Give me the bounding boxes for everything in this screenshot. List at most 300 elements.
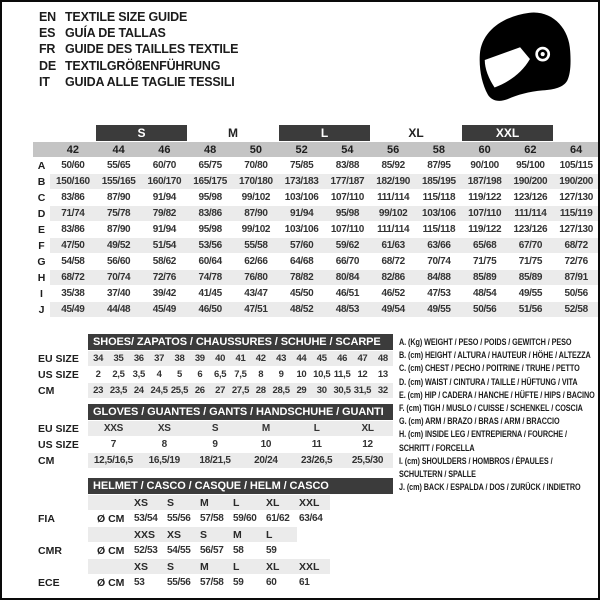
size-value-cell: 127/130 bbox=[559, 192, 593, 203]
size-row bbox=[33, 351, 393, 366]
size-value-cell: XL bbox=[342, 421, 393, 436]
size-value-cell: 4 bbox=[156, 369, 162, 380]
size-value-cell: 49/55 bbox=[518, 288, 543, 299]
helmet-value-cell: 56/57 bbox=[200, 545, 224, 556]
size-value-cell: 40 bbox=[210, 351, 230, 366]
size-value-cell: 83/86 bbox=[61, 192, 85, 203]
size-value-cell: 103/106 bbox=[416, 206, 462, 221]
helmet-value-cell: 55/56 bbox=[167, 577, 191, 588]
size-value-cell: 170/180 bbox=[233, 174, 279, 189]
size-value-cell: 50/56 bbox=[564, 288, 588, 299]
size-value-cell: 50/60 bbox=[61, 160, 85, 171]
size-value-cell: 72/76 bbox=[564, 256, 588, 267]
measurement-row bbox=[33, 238, 599, 253]
size-value-cell: 64/68 bbox=[290, 256, 314, 267]
size-value-cell: 48/53 bbox=[325, 302, 371, 317]
blank-cell bbox=[33, 495, 88, 510]
helmet-value-cell: 52/53 bbox=[134, 545, 158, 556]
size-value-cell: 45/50 bbox=[290, 288, 314, 299]
size-value-cell: 39/42 bbox=[152, 288, 177, 299]
size-value-cell: 9 bbox=[278, 369, 284, 380]
gloves-table-body bbox=[33, 404, 393, 468]
size-value-cell: 107/110 bbox=[330, 192, 364, 203]
language-title: GUIDA ALLE TAGLIE TESSILI bbox=[65, 74, 235, 89]
helmet-value-cell bbox=[297, 543, 330, 558]
measure-row-label: E bbox=[37, 223, 45, 236]
size-value-cell: 46/51 bbox=[335, 288, 360, 299]
size-value-cell: 105/115 bbox=[559, 160, 593, 171]
size-value-cell: 85/92 bbox=[381, 160, 405, 171]
size-value-cell: 25,5 bbox=[170, 385, 189, 396]
size-value-cell: 23,5 bbox=[109, 385, 128, 396]
size-value-cell: 70/74 bbox=[427, 256, 451, 267]
size-value-cell: 115/119 bbox=[553, 206, 599, 221]
language-code: IT bbox=[39, 74, 50, 89]
size-value-cell: 10,5 bbox=[313, 369, 331, 380]
size-value-cell: 46/50 bbox=[187, 302, 233, 317]
measure-row-label: G bbox=[37, 255, 46, 268]
title-blank-cell bbox=[33, 478, 88, 494]
helmet-value-cell: 63/64 bbox=[299, 513, 323, 524]
measurement-row bbox=[33, 302, 599, 317]
helmet-size-header: S bbox=[165, 559, 198, 574]
size-value-cell: 39 bbox=[190, 351, 210, 366]
size-value-cell: 127/130 bbox=[559, 224, 593, 235]
size-value-cell: 190/200 bbox=[553, 174, 599, 189]
size-value-cell: 53/56 bbox=[187, 238, 233, 253]
size-value-cell: 177/187 bbox=[325, 174, 371, 189]
size-value-cell: 115/118 bbox=[422, 224, 456, 235]
size-value-cell: 65/75 bbox=[198, 160, 222, 171]
size-value-cell: 18/21,5 bbox=[190, 453, 241, 468]
diameter-unit-label: Ø CM bbox=[97, 576, 125, 589]
size-value-cell: 11 bbox=[311, 439, 322, 450]
legend-item: H. (cm) INSIDE LEG / ENTREPIERNA / FOURCHE / bbox=[399, 429, 567, 440]
language-title-list bbox=[39, 9, 238, 90]
size-value-cell: 30,5 bbox=[333, 385, 351, 396]
size-value-cell: 24,5 bbox=[150, 385, 168, 396]
blank-unit-cell bbox=[88, 495, 132, 510]
helmet-value-cell: 59 bbox=[266, 545, 277, 556]
edge-cell bbox=[553, 125, 599, 141]
measurement-row bbox=[33, 286, 599, 301]
size-value-cell: 49/52 bbox=[96, 238, 142, 253]
helmet-value-cell: 53 bbox=[134, 577, 145, 588]
size-value-cell: 48/54 bbox=[473, 288, 497, 299]
legend-item: E. (cm) HIP / CADERA / HANCHE / HÜFTE / HIPS / BACINO bbox=[399, 389, 595, 400]
size-value-cell: 75/78 bbox=[96, 206, 142, 221]
size-value-cell: 83/86 bbox=[61, 224, 85, 235]
size-value-cell: 123/126 bbox=[513, 224, 548, 235]
helmet-value-cell: 57/58 bbox=[200, 577, 224, 588]
language-row bbox=[39, 9, 238, 25]
measure-row-label: C bbox=[37, 191, 46, 204]
filler-cell bbox=[330, 575, 393, 590]
size-value-cell: 41/45 bbox=[198, 288, 222, 299]
size-column-header: 48 bbox=[187, 142, 233, 157]
size-value-cell: 23/26,5 bbox=[291, 453, 342, 468]
size-value-cell: 49/55 bbox=[416, 302, 462, 317]
helmet-size-header: M bbox=[231, 527, 264, 542]
size-value-cell: 71/75 bbox=[518, 256, 543, 267]
size-group-header: XL bbox=[408, 126, 424, 140]
size-value-cell: 111/114 bbox=[377, 224, 410, 235]
legend-item: B. (cm) HEIGHT / ALTURA / HAUTEUR / HÖHE / ALTEZZA bbox=[399, 350, 591, 361]
size-value-cell: 67/70 bbox=[508, 238, 554, 253]
size-column-header: 42 bbox=[50, 142, 96, 157]
size-value-cell: 78/82 bbox=[279, 270, 325, 285]
size-value-cell: 49/54 bbox=[370, 302, 416, 317]
language-title: GUIDE DES TAILLES TEXTILE bbox=[65, 42, 239, 57]
size-value-cell: 95/98 bbox=[198, 192, 222, 203]
helmet-value-cell: 59/60 bbox=[233, 513, 257, 524]
size-value-cell: 87/91 bbox=[553, 270, 599, 285]
legend-item: I. (cm) SHOULDERS / HOMBROS / ÉPAULES / bbox=[399, 455, 553, 466]
size-value-cell: S bbox=[190, 421, 241, 436]
size-value-cell: 6,5 bbox=[213, 369, 227, 380]
size-value-cell: 8 bbox=[161, 439, 167, 450]
size-value-cell: 8 bbox=[258, 369, 264, 380]
row-label: US SIZE bbox=[38, 368, 79, 381]
helmet-value-row bbox=[33, 543, 393, 558]
size-value-cell: 119/122 bbox=[468, 192, 502, 203]
size-value-cell: 62/66 bbox=[244, 256, 268, 267]
size-column-header: 44 bbox=[96, 142, 142, 157]
helmet-size-row bbox=[33, 559, 393, 574]
size-value-cell: 47/53 bbox=[427, 288, 451, 299]
size-value-cell: 99/102 bbox=[370, 206, 416, 221]
size-value-cell: 91/94 bbox=[152, 224, 177, 235]
size-value-cell: 91/94 bbox=[152, 192, 177, 203]
size-value-cell: 173/183 bbox=[279, 174, 325, 189]
size-value-cell: XS bbox=[139, 421, 190, 436]
size-value-cell: 55/58 bbox=[233, 238, 279, 253]
size-value-cell: 44/48 bbox=[96, 302, 142, 317]
size-value-cell: 16,5/19 bbox=[139, 453, 190, 468]
title-row bbox=[33, 404, 393, 420]
size-value-cell: 31,5 bbox=[353, 385, 372, 396]
size-value-cell: 56/60 bbox=[106, 256, 131, 267]
size-column-header: 52 bbox=[279, 142, 325, 157]
size-value-cell: 68/72 bbox=[50, 270, 96, 285]
row-label: EU SIZE bbox=[38, 352, 79, 365]
legend-item: J. (cm) BACK / ESPALDA / DOS / ZURÜCK / INDIETRO bbox=[399, 482, 581, 493]
measurement-row bbox=[33, 174, 599, 189]
size-value-cell: 2 bbox=[95, 369, 101, 380]
size-value-cell: 111/114 bbox=[377, 192, 410, 203]
diameter-unit-label: Ø CM bbox=[97, 544, 125, 557]
size-value-cell: 25,5/30 bbox=[342, 453, 393, 468]
gloves-title: GLOVES / GUANTES / GANTS / HANDSCHUHE / GUANTI bbox=[88, 404, 393, 420]
helmet-size-header: XS bbox=[132, 495, 165, 510]
size-value-cell: 26 bbox=[190, 383, 210, 398]
size-value-cell: 3,5 bbox=[132, 369, 145, 380]
helmet-value-row bbox=[33, 575, 393, 590]
blank-unit-cell bbox=[88, 559, 132, 574]
size-value-cell: 83/86 bbox=[187, 206, 233, 221]
helmet-size-header: S bbox=[165, 495, 198, 510]
size-value-cell: 187/198 bbox=[462, 174, 508, 189]
size-value-cell: 60/64 bbox=[198, 256, 222, 267]
size-value-cell: 82/86 bbox=[370, 270, 416, 285]
size-value-cell: 12,5/16,5 bbox=[88, 453, 139, 468]
size-value-cell: 41 bbox=[230, 351, 250, 366]
helmet-size-header: M bbox=[198, 559, 231, 574]
size-value-cell: 10 bbox=[296, 369, 307, 380]
helmet-value-cell: 55/56 bbox=[167, 513, 191, 524]
measurement-legend bbox=[399, 336, 599, 494]
filler-cell bbox=[330, 527, 393, 542]
size-value-cell: 74/78 bbox=[187, 270, 233, 285]
size-value-cell: 90/100 bbox=[470, 160, 499, 171]
language-title: TEXTILE SIZE GUIDE bbox=[65, 10, 188, 24]
size-value-cell: 68/72 bbox=[553, 238, 599, 253]
size-value-cell: 32 bbox=[373, 383, 393, 398]
size-value-cell: 46 bbox=[332, 351, 352, 366]
helmet-value-cell: 60 bbox=[266, 577, 277, 588]
size-value-cell: 107/110 bbox=[330, 224, 364, 235]
size-value-cell: 10 bbox=[260, 439, 272, 450]
measure-row-label: H bbox=[37, 271, 46, 284]
helmet-size-header bbox=[297, 527, 330, 542]
size-value-cell: 95/100 bbox=[516, 160, 545, 171]
title-row bbox=[33, 334, 393, 350]
size-value-cell: 35/38 bbox=[61, 288, 85, 299]
size-value-cell: 37/40 bbox=[106, 288, 131, 299]
size-value-cell: 165/175 bbox=[187, 174, 233, 189]
language-title: GUÍA DE TALLAS bbox=[65, 26, 166, 41]
size-value-cell: 63/66 bbox=[416, 238, 462, 253]
shoes-table-body bbox=[33, 334, 393, 398]
helmet-size-header: L bbox=[231, 559, 264, 574]
size-value-cell: 66/70 bbox=[335, 256, 360, 267]
helmet-size-header: L bbox=[264, 527, 297, 542]
size-value-cell: 71/75 bbox=[473, 256, 497, 267]
size-value-cell: 79/82 bbox=[142, 206, 188, 221]
size-value-cell: 103/106 bbox=[284, 224, 319, 235]
shoes-title: SHOES/ ZAPATOS / CHAUSSURES / SCHUHE / SCARPE bbox=[88, 334, 393, 350]
size-row bbox=[33, 437, 393, 452]
legend-item: SCHULTERN / SPALLE bbox=[399, 469, 476, 480]
size-value-cell: 87/90 bbox=[233, 206, 279, 221]
size-column-header: 62 bbox=[508, 142, 554, 157]
language-code: DE bbox=[39, 58, 56, 73]
size-value-cell: 54/58 bbox=[61, 256, 85, 267]
size-value-cell: 155/165 bbox=[96, 174, 142, 189]
size-value-cell: 7 bbox=[110, 439, 117, 450]
shoes-table bbox=[33, 333, 393, 399]
size-value-cell: 91/94 bbox=[279, 206, 325, 221]
size-value-cell: 24 bbox=[129, 383, 149, 398]
filler-cell bbox=[330, 543, 393, 558]
size-row bbox=[33, 421, 393, 436]
helmet-size-header: XS bbox=[165, 527, 198, 542]
size-value-cell: 119/122 bbox=[468, 224, 502, 235]
standard-label: CMR bbox=[38, 544, 62, 557]
size-value-cell: 2,5 bbox=[112, 369, 125, 380]
size-value-cell: 43 bbox=[271, 351, 291, 366]
size-value-cell: 111/114 bbox=[508, 206, 554, 221]
corner-cell bbox=[33, 125, 96, 141]
size-value-cell: 38 bbox=[169, 351, 189, 366]
blank-cell bbox=[33, 527, 88, 542]
row-label: EU SIZE bbox=[38, 422, 79, 435]
size-group-header: L bbox=[279, 125, 371, 141]
size-value-cell: 76/80 bbox=[233, 270, 279, 285]
legend-item: A. (Kg) WEIGHT / PESO / POIDS / GEWITCH / PESO bbox=[399, 337, 572, 347]
size-value-cell: 45/49 bbox=[50, 302, 96, 317]
size-value-cell: 83/88 bbox=[335, 160, 360, 171]
helmet-size-header: L bbox=[231, 495, 264, 510]
size-value-cell: 190/200 bbox=[508, 174, 554, 189]
racing-helmet-icon bbox=[472, 6, 580, 114]
title-blank-cell bbox=[33, 404, 88, 420]
size-value-cell: 28,5 bbox=[272, 385, 290, 396]
size-value-cell: 20/24 bbox=[240, 453, 291, 468]
size-value-cell: 51/56 bbox=[508, 302, 554, 317]
row-label: CM bbox=[38, 384, 55, 397]
size-group-header: XXL bbox=[462, 125, 554, 141]
size-value-cell: L bbox=[291, 421, 342, 436]
language-code: ES bbox=[39, 26, 56, 41]
size-value-cell: M bbox=[240, 421, 291, 436]
language-row bbox=[39, 25, 238, 41]
size-value-cell: 115/118 bbox=[422, 192, 456, 203]
size-value-cell: 37 bbox=[149, 351, 169, 366]
measurement-row bbox=[33, 158, 599, 173]
helmet-size-header: XL bbox=[264, 559, 297, 574]
row-label: CM bbox=[38, 454, 55, 467]
helmet-size-header: S bbox=[198, 527, 231, 542]
size-value-cell: 5 bbox=[176, 369, 182, 380]
size-value-cell: 35 bbox=[108, 351, 128, 366]
helmet-table bbox=[33, 477, 393, 591]
size-column-header: 50 bbox=[233, 142, 279, 157]
size-column-header: 60 bbox=[462, 142, 508, 157]
size-value-cell: 47/50 bbox=[50, 238, 96, 253]
measure-row-label: I bbox=[40, 287, 43, 300]
size-value-cell: 65/68 bbox=[462, 238, 508, 253]
size-value-cell: 71/74 bbox=[50, 206, 96, 221]
legend-item: SCHRITT / FORCELLA bbox=[399, 442, 475, 453]
legend-item: C. (cm) CHEST / PECHO / POITRINE / TRUHE / PETTO bbox=[399, 363, 580, 374]
measurement-row bbox=[33, 270, 599, 285]
size-value-cell: 99/102 bbox=[241, 224, 271, 235]
size-column-header: 64 bbox=[553, 142, 599, 157]
size-value-cell: 9 bbox=[212, 439, 218, 450]
helmet-value-cell: 57/58 bbox=[200, 513, 224, 524]
measurement-row bbox=[33, 206, 599, 221]
textile-table-body bbox=[33, 125, 599, 317]
size-value-cell: 45/49 bbox=[142, 302, 188, 317]
size-value-cell: 28 bbox=[251, 383, 271, 398]
textile-size-table bbox=[33, 124, 599, 318]
size-value-cell: 36 bbox=[129, 351, 149, 366]
size-value-cell: 61/63 bbox=[370, 238, 416, 253]
size-value-cell: 43/47 bbox=[244, 288, 268, 299]
helmet-value-cell: 61 bbox=[299, 577, 310, 588]
size-group-row bbox=[33, 125, 599, 141]
size-value-cell: 45 bbox=[312, 351, 332, 366]
size-value-cell: 30 bbox=[312, 383, 332, 398]
helmet-size-header: M bbox=[198, 495, 231, 510]
size-value-cell: 160/170 bbox=[142, 174, 188, 189]
size-value-cell: 95/98 bbox=[198, 224, 222, 235]
language-row bbox=[39, 58, 238, 74]
helmet-value-cell: 53/54 bbox=[134, 513, 158, 524]
blank-cell bbox=[33, 559, 88, 574]
helmet-size-row bbox=[33, 527, 393, 542]
size-column-header: 54 bbox=[325, 142, 371, 157]
size-value-cell: 34 bbox=[88, 351, 108, 366]
size-number-row bbox=[33, 142, 599, 157]
size-value-cell: 29 bbox=[291, 383, 311, 398]
size-value-cell: 6 bbox=[197, 369, 203, 380]
measurement-row bbox=[33, 222, 599, 237]
size-value-cell: 59/62 bbox=[325, 238, 371, 253]
legend-item: F. (cm) TIGH / MUSLO / CUISSE / SCHENKEL / COSCIA bbox=[399, 403, 583, 414]
size-value-cell: 12 bbox=[362, 439, 373, 450]
size-value-cell: 103/106 bbox=[284, 192, 319, 203]
measurement-row bbox=[33, 254, 599, 269]
size-value-cell: 70/80 bbox=[244, 160, 268, 171]
size-value-cell: 13 bbox=[377, 369, 388, 380]
size-value-cell: 48 bbox=[373, 351, 393, 366]
size-group-header: M bbox=[228, 126, 239, 140]
helmet-size-header: XXL bbox=[297, 495, 330, 510]
row-label: US SIZE bbox=[38, 438, 79, 451]
diameter-unit-label: Ø CM bbox=[97, 512, 125, 525]
size-value-cell: 58/62 bbox=[152, 256, 177, 267]
measure-row-label: D bbox=[37, 207, 46, 220]
blank-unit-cell bbox=[88, 527, 132, 542]
size-value-cell: 57/60 bbox=[279, 238, 325, 253]
helmet-title: HELMET / CASCO / CASQUE / HELM / CASCO bbox=[88, 478, 393, 494]
size-value-cell: 75/85 bbox=[290, 160, 314, 171]
title-blank-cell bbox=[33, 334, 88, 350]
size-value-cell: XXS bbox=[88, 421, 139, 436]
filler-cell bbox=[330, 495, 393, 510]
helmet-table-body bbox=[33, 478, 393, 590]
size-number-blank bbox=[33, 142, 50, 157]
size-value-cell: 99/102 bbox=[241, 192, 271, 203]
gloves-table bbox=[33, 403, 393, 469]
measure-row-label: F bbox=[38, 239, 45, 252]
size-value-cell: 107/110 bbox=[462, 206, 508, 221]
helmet-value-cell: 58 bbox=[233, 545, 244, 556]
size-value-cell: 68/72 bbox=[381, 256, 405, 267]
size-column-header: 58 bbox=[416, 142, 462, 157]
helmet-value-cell: 54/55 bbox=[167, 545, 191, 556]
language-code: FR bbox=[39, 42, 56, 57]
size-row bbox=[33, 367, 393, 382]
language-row bbox=[39, 74, 238, 90]
size-value-cell: 42 bbox=[251, 351, 271, 366]
size-value-cell: 72/76 bbox=[142, 270, 188, 285]
size-value-cell: 60/70 bbox=[152, 160, 177, 171]
size-value-cell: 87/90 bbox=[106, 192, 131, 203]
legend-item: G. (cm) ARM / BRAZO / BRAS / ARM / BRACCIO bbox=[399, 416, 560, 427]
helmet-value-cell: 61/62 bbox=[266, 513, 290, 524]
size-row bbox=[33, 383, 393, 398]
filler-cell bbox=[330, 511, 393, 526]
measure-row-label: J bbox=[38, 303, 45, 316]
size-value-cell: 123/126 bbox=[513, 192, 548, 203]
helmet-value-row bbox=[33, 511, 393, 526]
size-value-cell: 87/95 bbox=[427, 160, 451, 171]
size-value-cell: 87/90 bbox=[106, 224, 131, 235]
helmet-value-cell: 59 bbox=[233, 577, 244, 588]
